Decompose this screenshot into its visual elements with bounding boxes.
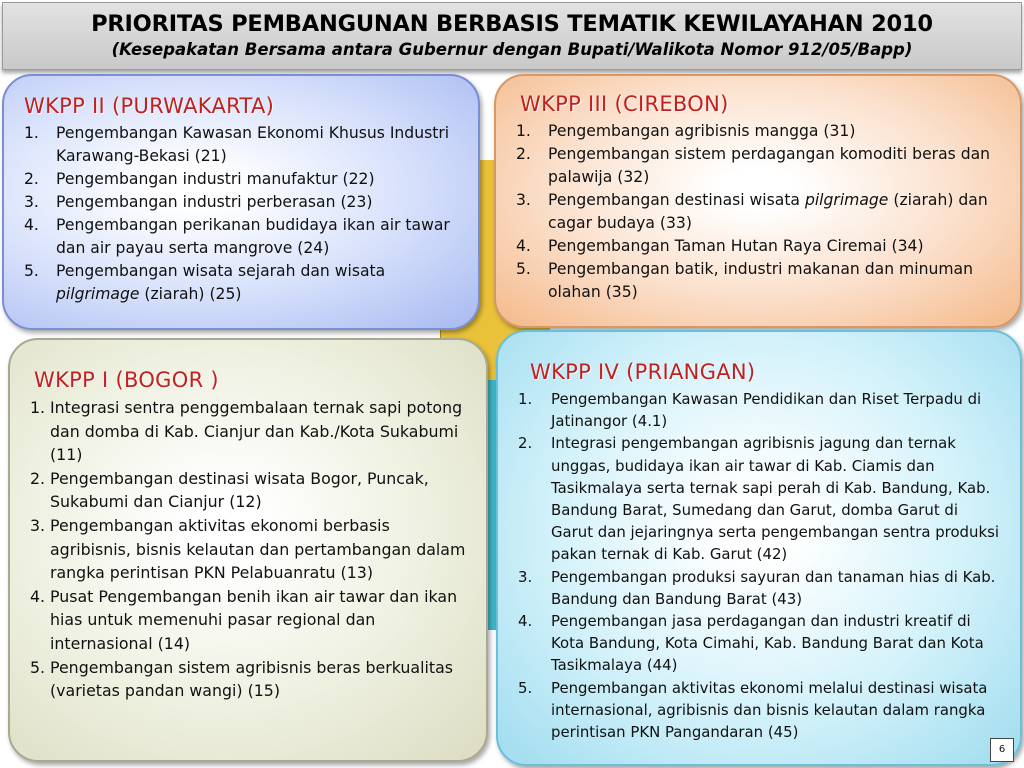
list-item: 2. Integrasi pengembangan agribisnis jagung dan ternak unggas, budidaya ikan air tawar di Kab. Ciamis dan Tasikmalaya serta ternak sapi perah di Kab. Bandung, Kab. Bandung Barat, Sumedang dan Garut, domba Garut di Garut dan jejaringnya serta pengembangan sentra produksi pakan ternak di Kab. Garut (42) xyxy=(518,434,999,564)
panel-wkpp-ii xyxy=(2,74,480,330)
priority-list-wkpp-iii xyxy=(516,120,1004,304)
list-item: 1. Pengembangan Kawasan Ekonomi Khusus Industri Karawang-Bekasi (21) xyxy=(24,124,450,165)
list-item: 5. Pengembangan aktivitas ekonomi melalui destinasi wisata internasional, agribisnis dan bisnis kelautan dalam rangka perintisan PKN Pangandaran (45) xyxy=(518,678,988,742)
list-item: 3. Pengembangan industri perberasan (23) xyxy=(24,193,373,211)
list-item: 2. Pengembangan industri manufaktur (22) xyxy=(24,170,375,188)
list-item: 3. Pengembangan produksi sayuran dan tanaman hias di Kab. Bandung dan Bandung Barat (43) xyxy=(518,567,996,608)
panel-title-wkpp-i: WKPP I (BOGOR ) xyxy=(34,368,219,392)
list-item: 2. Pengembangan destinasi wisata Bogor, Puncak, Sukabumi dan Cianjur (12) xyxy=(30,468,429,512)
list-item: 5. Pengembangan sistem agribisnis beras berkualitas (varietas pandan wangi) (15) xyxy=(30,657,453,701)
priority-list-wkpp-iv xyxy=(518,388,1004,743)
list-item: 4. Pusat Pengembangan benih ikan air tawar dan ikan hias untuk memenuhi pasar regional dan internasional (14) xyxy=(30,586,458,653)
list-item: 1. Pengembangan agribisnis mangga (31) xyxy=(516,122,856,140)
list-item: 4. Pengembangan Taman Hutan Raya Ciremai (34) xyxy=(516,237,924,255)
list-item: 4. Pengembangan perikanan budidaya ikan air tawar dan air payau serta mangrove (24) xyxy=(24,216,450,257)
list-item: 4. Pengembangan jasa perdagangan dan industri kreatif di Kota Bandung, Kota Cimahi, Kab. Bandung Barat dan Kota Tasikmalaya (44) xyxy=(518,612,984,675)
panel-wkpp-iii xyxy=(494,74,1022,328)
slide-subtitle: (Kesepakatan Bersama antara Gubernur dengan Bupati/Walikota Nomor 912/05/Bapp) xyxy=(111,40,913,59)
list-item: 5. Pengembangan wisata sejarah dan wisata pilgrimage (ziarah) (25) xyxy=(24,262,386,303)
slide-header xyxy=(2,2,1022,70)
panel-wkpp-i xyxy=(8,338,488,762)
priority-list-wkpp-ii xyxy=(24,122,462,306)
panel-title-wkpp-iii: WKPP III (CIREBON) xyxy=(520,92,729,116)
panel-title-wkpp-iv: WKPP IV (PRIANGAN) xyxy=(530,360,756,384)
priority-list-wkpp-i xyxy=(30,396,470,703)
list-item: 1. Pengembangan Kawasan Pendidikan dan Riset Terpadu di Jatinangor (4.1) xyxy=(518,390,982,431)
list-item: 3. Pengembangan aktivitas ekonomi berbasis agribisnis, bisnis kelautan dan pertambangan dalam rangka perintisan PKN Pelabuanratu (13) xyxy=(30,515,466,583)
panel-wkpp-iv xyxy=(496,330,1022,766)
panel-title-wkpp-ii: WKPP II (PURWAKARTA) xyxy=(24,94,275,118)
list-item: 5. Pengembangan batik, industri makanan dan minuman olahan (35) xyxy=(516,260,973,301)
list-item: 3. Pengembangan destinasi wisata pilgrimage (ziarah) dan cagar budaya (33) xyxy=(516,191,988,232)
list-item: 1. Integrasi sentra penggembalaan ternak sapi potong dan domba di Kab. Cianjur dan Kab./Kota Sukabumi (11) xyxy=(30,398,463,465)
page-number: 6 xyxy=(990,738,1014,762)
slide-title: PRIORITAS PEMBANGUNAN BERBASIS TEMATIK KEWILAYAHAN 2010 xyxy=(91,11,933,37)
list-item: 2. Pengembangan sistem perdagangan komoditi beras dan palawija (32) xyxy=(516,145,991,186)
